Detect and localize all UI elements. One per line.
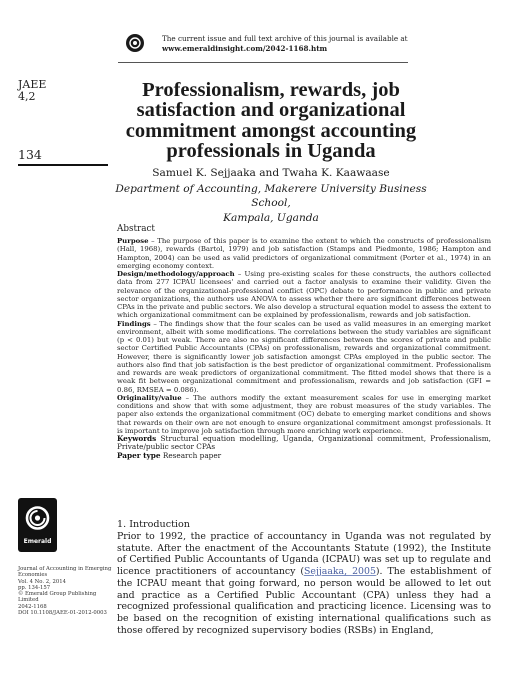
introduction-body xyxy=(117,531,491,636)
archive-notice: The current issue and full text archive of this journal is available at xyxy=(162,34,408,43)
page-number-rule xyxy=(18,164,108,166)
emerald-swirl-icon xyxy=(23,503,52,535)
intro-text-2: ). The establishment of the ICPAU meant that going forward, no person would be allowed to let out and practice as a Certified Public Accountant (CPA) unless they had a recognized professional qualification and practicing licence. Licensing was to be based on the recognition of existing international qualifications such as those offered by recognized supervisory bodies (RSBs) in England, xyxy=(117,566,491,636)
affiliation-line-2: Kampala, Uganda xyxy=(223,211,319,224)
abstract-paper-type xyxy=(117,452,491,460)
affiliation-line-1: Department of Accounting, Makerere University Business School, xyxy=(115,183,427,210)
citation-volume: Vol. 4 No. 2, 2014 xyxy=(18,578,66,585)
citation-pages: pp. 134-157 xyxy=(18,584,51,591)
abstract-purpose xyxy=(117,237,491,270)
emerald-logo xyxy=(18,498,57,552)
abstract-originality xyxy=(117,394,491,435)
citation-journal-cont: Economies xyxy=(18,572,48,579)
abstract xyxy=(117,224,491,460)
citation-doi: DOI 10.1108/JAEE-01-2012-0003 xyxy=(18,610,107,617)
article-authors: Samuel K. Sejjaaka and Twaha K. Kaawaase xyxy=(152,167,390,179)
journal-code xyxy=(18,79,46,103)
citation-journal: Journal of Accounting in Emerging xyxy=(18,566,112,572)
keywords-label: Keywords xyxy=(117,434,157,443)
paper-type-label: Paper type xyxy=(117,450,161,460)
page-number: 134 xyxy=(18,147,42,162)
purpose-text: – The purpose of this paper is to examine the extent to which the constructs of professionalism (Hall, 1968), rewards (Bartol, 1979) and job satisfaction (Stamps and Piedmonte, 1986; Hampton and Hampton, 2004) can be used as valid predictors of organizational commitment (Porter et al., 1974) in an emerging economy context. xyxy=(117,237,491,270)
citation-copyright: © Emerald Group Publishing Limited xyxy=(18,591,97,604)
method-label: Design/methodology/approach xyxy=(117,270,235,278)
journal-abbreviation: JAEE xyxy=(18,78,47,91)
author-affiliation xyxy=(112,182,430,225)
intro-reference-link[interactable]: Sejjaaka, 2005 xyxy=(304,566,376,578)
intro-text-1: Prior to 1992, the practice of accountancy in Uganda was not regulated by statute. After the enactment of the Accountants Statute (1992), the Institute of Certified Public Accountants of Uganda (ICPAU) was set up to regulate and licence practitioners of accountancy ( xyxy=(117,531,491,578)
article-title: Professionalism, rewards, job satisfaction and organizational commitment amongst accounting professionals in Uganda xyxy=(125,79,417,162)
abstract-heading: Abstract xyxy=(117,224,155,234)
emerald-logo-label: Emerald xyxy=(23,538,52,545)
findings-text: – The findings show that the four scales can be used as valid measures in an emerging market environment, albeit with some modifications. The correlations between the study variables are significant (p < 0.01) but weak. There are also no significant differences between the scores of private and public sector Certified Public Accountants (CPAs) on professionalism, rewards and organizational commitment. However, there is significantly lower job satisfaction amongst CPAs employed in the public sector. The authors also find that job satisfaction is the best predictor of organizational commitment. Professionalism and rewards are weak predictors of organizational commitment. The fitted model shows that there is a weak fit between organizational commitment and professionalism, rewards and job satisfaction (GFI = 0.86, RMSEA = 0.086). xyxy=(117,319,491,394)
citation-block xyxy=(18,566,114,616)
header-rule xyxy=(118,62,408,63)
emerald-small-logo-icon xyxy=(126,34,144,52)
citation-issn: 2042-1168 xyxy=(18,603,47,610)
abstract-findings xyxy=(117,320,491,394)
journal-header xyxy=(118,30,408,60)
paper-type-text: Research paper xyxy=(160,450,222,460)
journal-volume: 4,2 xyxy=(18,90,36,103)
introduction-heading: 1. Introduction xyxy=(117,519,190,530)
abstract-keywords xyxy=(117,435,491,452)
journal-url[interactable]: www.emeraldinsight.com/2042-1168.htm xyxy=(162,44,328,53)
abstract-method xyxy=(117,270,491,320)
originality-label: Originality/value xyxy=(117,393,182,402)
originality-text: – The authors modify the extant measurement scales for use in emerging market conditions and show that with some adjustment, they are robust measures of the study variables. The paper also extends the organizational commitment (OC) debate to emerging market conditions and shows that rewards on their own are not enough to ensure organizational commitment amongst professionals. It is important to improve job satisfaction through more enriching work experience. xyxy=(117,393,491,435)
method-text: – Using pre-existing scales for these constructs, the authors collected data from 277 ICPAU licensees' and carried out a factor analysis to examine their validity. Given the relevance of the organizational-professional conflict (OPC) debate to performance in public and private sector organizations, the authors use ANOVA to assess whether there are significant differences between CPAs in the private and public sectors. We also develop a structural equation model to assess the extent to which organizational commitment can be explained by professionalism, rewards and job satisfaction. xyxy=(117,270,491,320)
purpose-label: Purpose xyxy=(117,237,149,245)
keywords-text: Structural equation modelling, Uganda, Organizational commitment, Professionalism, Private/public sector CPAs xyxy=(117,434,491,452)
findings-label: Findings xyxy=(117,319,151,328)
